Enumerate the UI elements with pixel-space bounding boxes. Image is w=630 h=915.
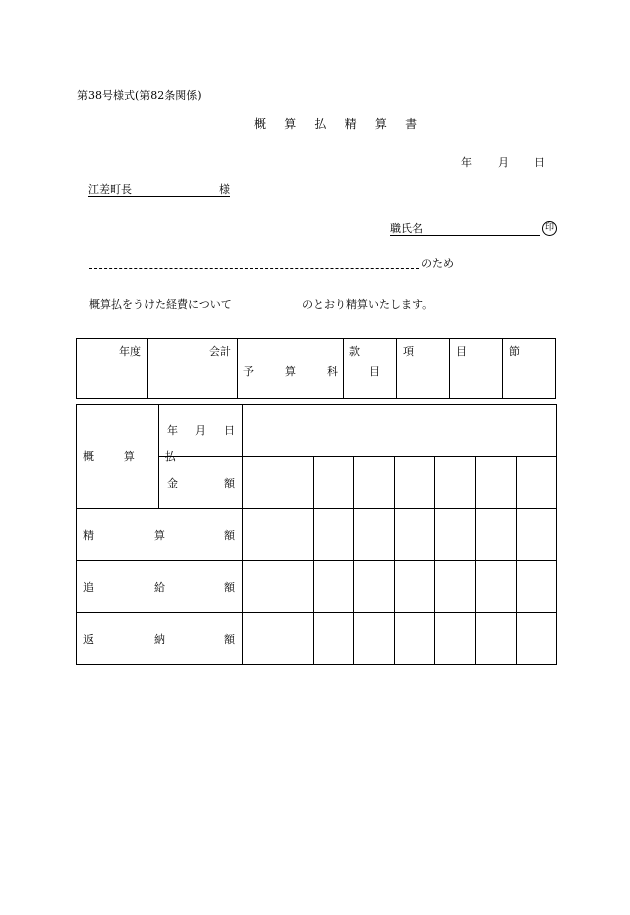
budget-item-label: 予 算 科 目 (243, 365, 394, 378)
amount-digit-cell[interactable] (435, 613, 476, 665)
statement-part1: 概算払をうけた経費について (89, 298, 232, 311)
amount-digit-cell[interactable] (395, 457, 435, 509)
settled-amount-label-cell (77, 509, 243, 561)
settlement-table (76, 404, 557, 665)
budget-kou-label: 項 (403, 345, 414, 358)
advance-amount-a: 金 (167, 477, 178, 490)
advance-date-month: 月 (195, 424, 206, 437)
amount-digit-cell[interactable] (243, 457, 314, 509)
addressee-suffix: 様 (219, 183, 230, 196)
settled-amount-c: 額 (224, 529, 235, 542)
purpose-suffix: のため (421, 257, 454, 270)
budget-year-label: 年度 (119, 345, 141, 358)
advance-date-value[interactable] (243, 405, 557, 457)
settled-amount-a: 精 (83, 529, 94, 542)
budget-kan-cell (344, 339, 397, 399)
budget-moku-label: 目 (456, 345, 467, 358)
addressee-line (88, 184, 230, 197)
advance-payment-cell (77, 405, 189, 509)
amount-digit-cell[interactable] (517, 509, 557, 561)
amount-digit-cell[interactable] (476, 509, 517, 561)
amount-digit-cell[interactable] (395, 613, 435, 665)
budget-moku-cell (450, 339, 503, 399)
seal-mark: 印 (542, 221, 557, 236)
amount-digit-cell[interactable] (395, 509, 435, 561)
advance-amount-b: 額 (224, 477, 235, 490)
official-line (390, 223, 540, 236)
additional-payment-c: 額 (224, 581, 235, 594)
budget-table (76, 338, 556, 399)
settled-amount-b: 算 (154, 529, 165, 542)
advance-date-year: 年 (167, 424, 178, 437)
purpose-line (89, 268, 419, 269)
amount-digit-cell[interactable] (354, 457, 395, 509)
amount-digit-cell[interactable] (435, 509, 476, 561)
amount-digit-cell[interactable] (354, 561, 395, 613)
official-label: 職氏名 (390, 222, 423, 235)
amount-digit-cell[interactable] (354, 613, 395, 665)
budget-item-cell (238, 339, 394, 399)
additional-payment-label-cell (77, 561, 243, 613)
date-day-label: 日 (534, 156, 545, 169)
statement-part2: のとおり精算いたします。 (302, 298, 434, 311)
amount-digit-cell[interactable] (476, 561, 517, 613)
budget-kan-label: 款 (349, 345, 360, 358)
date-year-label: 年 (461, 156, 472, 169)
document-title: 概 算 払 精 算 書 (254, 117, 425, 131)
budget-year-cell (77, 339, 148, 399)
refund-b: 納 (154, 633, 165, 646)
amount-digit-cell[interactable] (476, 457, 517, 509)
refund-a: 返 (83, 633, 94, 646)
advance-amount-label-cell (159, 457, 243, 509)
advance-date-day: 日 (224, 424, 235, 437)
amount-digit-cell[interactable] (517, 613, 557, 665)
addressee-name: 江差町長 (88, 183, 132, 196)
budget-setsu-label: 節 (509, 345, 520, 358)
refund-c: 額 (224, 633, 235, 646)
amount-digit-cell[interactable] (354, 509, 395, 561)
budget-kou-cell (397, 339, 450, 399)
amount-digit-cell[interactable] (243, 613, 314, 665)
amount-digit-cell[interactable] (314, 509, 354, 561)
amount-digit-cell[interactable] (517, 561, 557, 613)
advance-payment-label: 概 算 払 (83, 450, 189, 463)
budget-account-cell (148, 339, 238, 399)
amount-digit-cell[interactable] (314, 561, 354, 613)
budget-setsu-cell (503, 339, 556, 399)
budget-account-label: 会計 (209, 345, 231, 358)
advance-date-label-cell (159, 405, 243, 457)
amount-digit-cell[interactable] (243, 561, 314, 613)
amount-digit-cell[interactable] (517, 457, 557, 509)
additional-payment-b: 給 (154, 581, 165, 594)
amount-digit-cell[interactable] (395, 561, 435, 613)
form-number: 第38号様式(第82条関係) (77, 89, 202, 102)
additional-payment-a: 追 (83, 581, 94, 594)
amount-digit-cell[interactable] (243, 509, 314, 561)
amount-digit-cell[interactable] (476, 613, 517, 665)
amount-digit-cell[interactable] (435, 457, 476, 509)
amount-digit-cell[interactable] (314, 613, 354, 665)
refund-label-cell (77, 613, 243, 665)
amount-digit-cell[interactable] (314, 457, 354, 509)
amount-digit-cell[interactable] (435, 561, 476, 613)
date-month-label: 月 (498, 156, 509, 169)
